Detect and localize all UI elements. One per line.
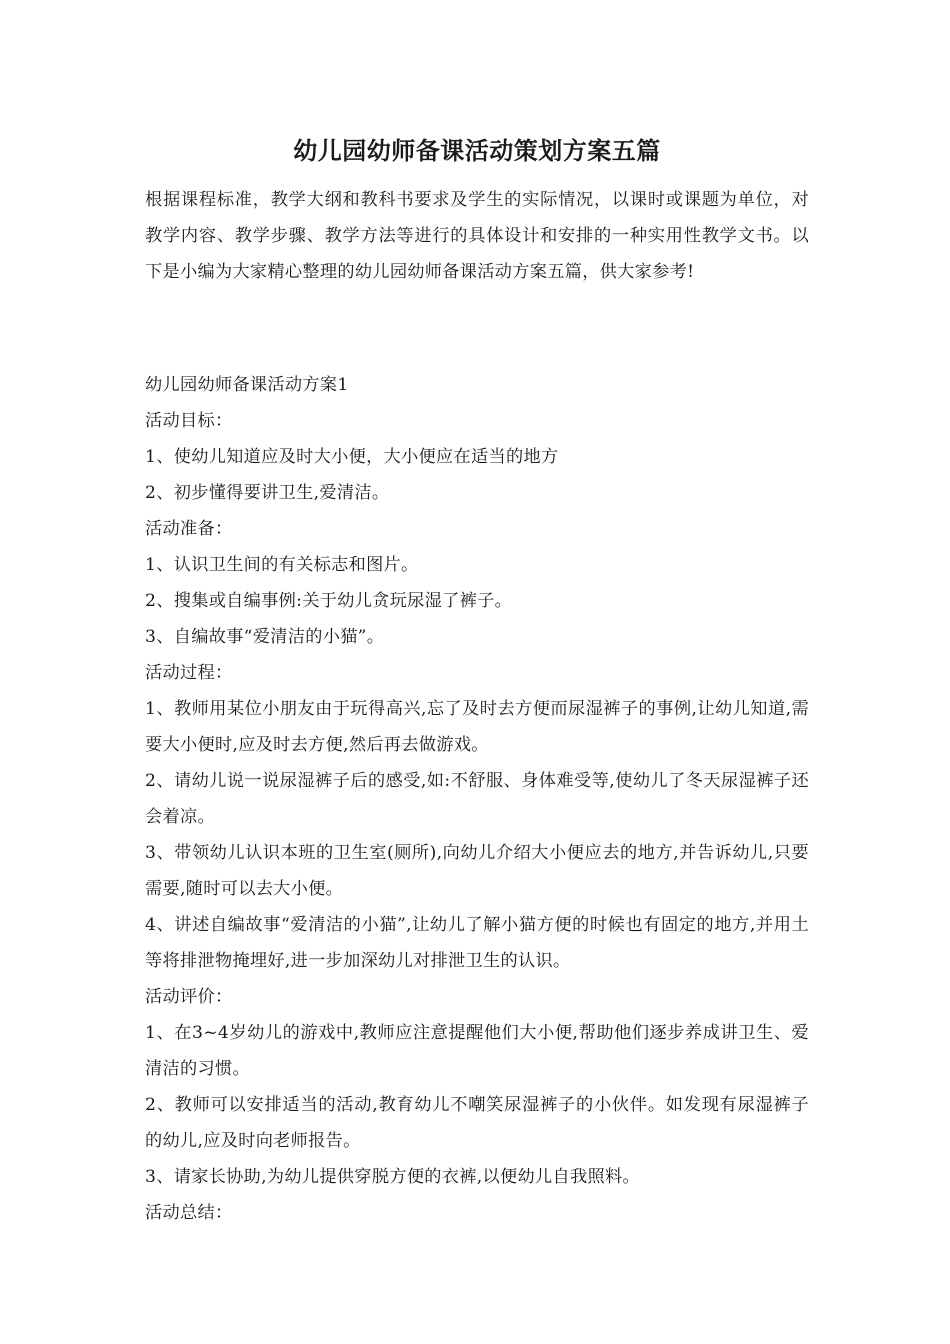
list-item: 3、带领幼儿认识本班的卫生室(厕所),向幼儿介绍大小便应去的地方,并告诉幼儿,只要需要,随时可以去大小便。	[145, 843, 809, 899]
list-item: 1、教师用某位小朋友由于玩得高兴,忘了及时去方便而尿湿裤子的事例,让幼儿知道,需要大小便时,应及时去方便,然后再去做游戏。	[145, 699, 809, 755]
subheading-process: 活动过程：	[145, 663, 233, 683]
list-item: 1、认识卫生间的有关标志和图片。	[145, 555, 419, 575]
subheading-summary: 活动总结：	[145, 1203, 233, 1223]
list-item: 3、请家长协助,为幼儿提供穿脱方便的衣裤,以便幼儿自我照料。	[145, 1167, 640, 1187]
list-item: 1、在3~4岁幼儿的游戏中,教师应注意提醒他们大小便,帮助他们逐步养成讲卫生、爱清洁的习惯。	[145, 1023, 809, 1079]
list-item: 1、使幼儿知道应及时大小便，大小便应在适当的地方	[145, 447, 559, 467]
subheading-evaluation: 活动评价：	[145, 987, 233, 1007]
list-item: 2、搜集或自编事例:关于幼儿贪玩尿湿了裤子。	[145, 591, 513, 611]
list-item: 2、教师可以安排适当的活动,教育幼儿不嘲笑尿湿裤子的小伙伴。如发现有尿湿裤子的幼儿,应及时向老师报告。	[145, 1095, 809, 1151]
list-item: 2、请幼儿说一说尿湿裤子后的感受,如:不舒服、身体难受等,使幼儿了冬天尿湿裤子还会着凉。	[145, 771, 809, 827]
list-item: 3、自编故事“爱清洁的小猫”。	[145, 627, 385, 647]
subheading-goals: 活动目标：	[145, 411, 233, 431]
list-item: 4、讲述自编故事“爱清洁的小猫”,让幼儿了解小猫方便的时候也有固定的地方,并用土等将排泄物掩埋好,进一步加深幼儿对排泄卫生的认识。	[145, 915, 809, 971]
intro-paragraph: 根据课程标准，教学大纲和教科书要求及学生的实际情况，以课时或课题为单位，对教学内容、教学步骤、教学方法等进行的具体设计和安排的一种实用性教学文书。以下是小编为大家精心整理的幼儿园幼师备课活动方案五篇，供大家参考!	[145, 190, 809, 282]
subheading-preparation: 活动准备：	[145, 519, 233, 539]
list-item: 2、初步懂得要讲卫生,爱清洁。	[145, 483, 390, 503]
document-title: 幼儿园幼师备课活动策划方案五篇	[293, 136, 661, 165]
section-heading: 幼儿园幼师备课活动方案1	[145, 375, 349, 395]
document-body	[145, 367, 809, 1231]
